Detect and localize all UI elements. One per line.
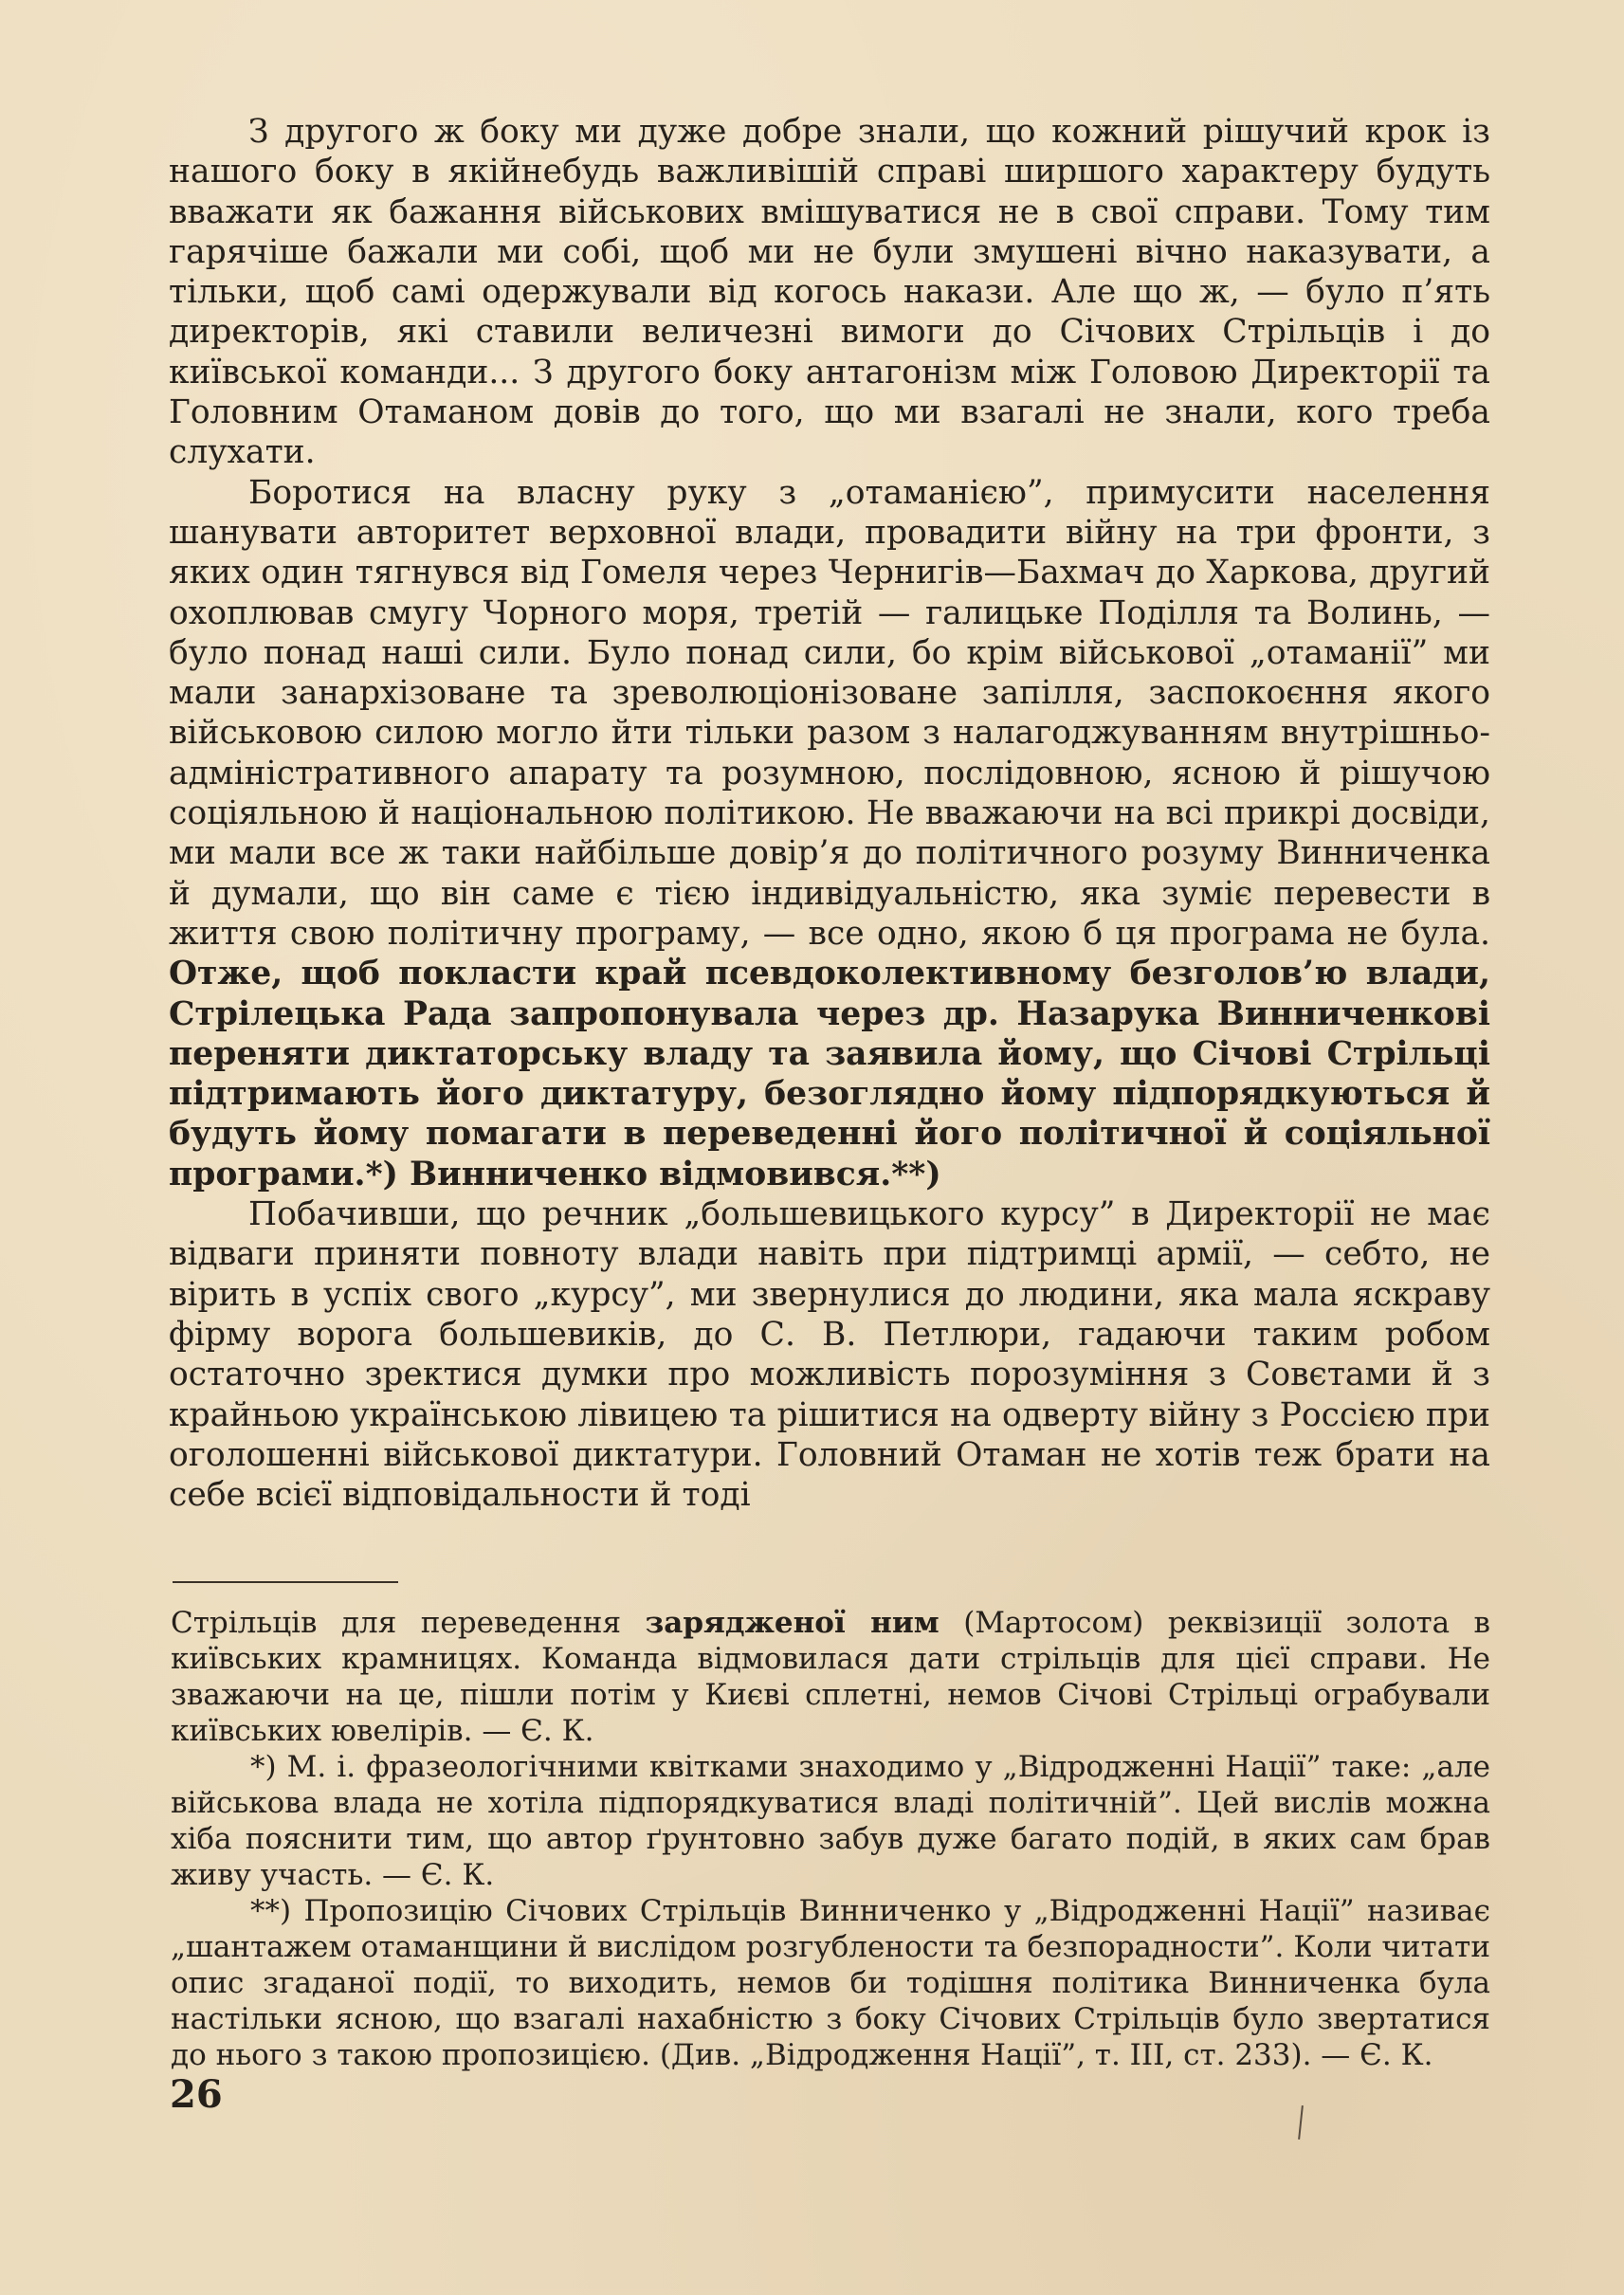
footnote-2: **) Пропозицію Січових Стрільців Винниченко у „Відродженні Нації” називає „шантажем отаманщини й вислідом розгублености та безпорадности”. Коли читати опис згаданої події, то виходить, немов би тодішня політика Винниченка була настільки ясною, що взагалі нахабністю з боку Січових Стрільців було звертатися до нього з такою пропозицією. (Див. „Відродження Нації”, т. III, ст. 233). — Є. К. [171, 1894, 1490, 2072]
main-text [169, 112, 1490, 1515]
footnotes [171, 1605, 1490, 2073]
pencil-mark [1298, 2105, 1304, 2140]
paragraph-2 [169, 473, 1490, 1194]
footnote-1: *) М. і. фразеологічними квітками знаходимо у „Відродженні Нації” таке: „але військова влада не хотіла підпорядкуватися владі політичній”. Цей вислів можна хіба пояснити тим, що автор ґрунтовно забув дуже багато подій, в яких сам брав живу участь. — Є. К. [171, 1750, 1490, 1892]
footnote-continued-before: Стрільців для переведення [171, 1606, 646, 1640]
page-number: 26 [170, 2072, 223, 2117]
paragraph-3: Побачивши, що речник „большевицького курсу” в Директорії не має відваги приняти повноту влади навіть при підтримці армії, — себто, не вірить в успіх свого „курсу”, ми звернулися до людини, яка мала яскраву фірму ворога большевиків, до С. В. Петлюри, гадаючи таким робом остаточно зректися думки про можливість порозуміння з Совєтами й з крайньою українською лівицею та рішитися на одверту війну з Россією при оголошенні військової диктатури. Головний Отаман не хотів теж брати на себе всієї відповідальности й тоді [169, 1195, 1490, 1515]
footnote-continued-bold: зарядженої ним [645, 1606, 940, 1640]
paragraph-2-bold-text: Отже, щоб покласти край псевдоколективному безголов’ю влади, Стрілецька Рада запропонувала через др. Назарука Винниченкові переняти диктаторську владу та заявила йому, що Січові Стрільці підтримають його диктатуру, безоглядно йому підпорядкуються й будуть йому помагати в переведенні його політичної й соціяльної програми.*) Винниченко відмовився.**) [169, 955, 1490, 1193]
footnote-continued-after: (Мартосом) реквізиції золота в київських крамницях. Команда відмовилася дати стрільців для цієї справи. Не зважаючи на це, пішли потім у Києві сплетні, немов Січові Стрільці ограбували київських ювелірів. — Є. К. [171, 1606, 1490, 1748]
paragraph-2-text: Боротися на власну руку з „отаманією”, примусити населення шанувати авторитет верховної влади, провадити війну на три фронти, з яких один тягнувся від Гомеля через Чернигів—Бахмач до Харкова, другий охоплював смугу Чорного моря, третій — галицьке Поділля та Волинь, — було понад наші сили. Було понад сили, бо крім військової „отаманії” ми мали занархізоване та зреволюціонізоване запілля, заспокоєння якого військовою силою могло йти тільки разом з налагоджуванням внутрішньо-адміністративного апарату та розумною, послідовною, ясною й рішучою соціяльною й національною політикою. Не вважаючи на всі прикрі досвіди, ми мали все ж таки найбільше довір’я до політичного розуму Винниченка й думали, що він саме є тією індивідуальністю, яка зуміє перевести в життя свою політичну програму, — все одно, якою б ця програма не була. [169, 473, 1490, 953]
footnote-divider [173, 1581, 398, 1583]
footnote-continued [171, 1605, 1490, 1749]
paragraph-1: З другого ж боку ми дуже добре знали, що кожний рішучий крок із нашого боку в якійнебудь важливішій справі ширшого характеру будуть вважати як бажання військових вмішуватися не в свої справи. Тому тим гарячіше бажали ми собі, щоб ми не були змушені вічно наказувати, а тільки, щоб самі одержували від когось накази. Але що ж, — було п’ять директорів, які ставили величезні вимоги до Січових Стрільців і до київської команди... З другого боку антагонізм між Головою Директорії та Головним Отаманом довів до того, що ми взагалі не знали, кого треба слухати. [169, 113, 1490, 472]
